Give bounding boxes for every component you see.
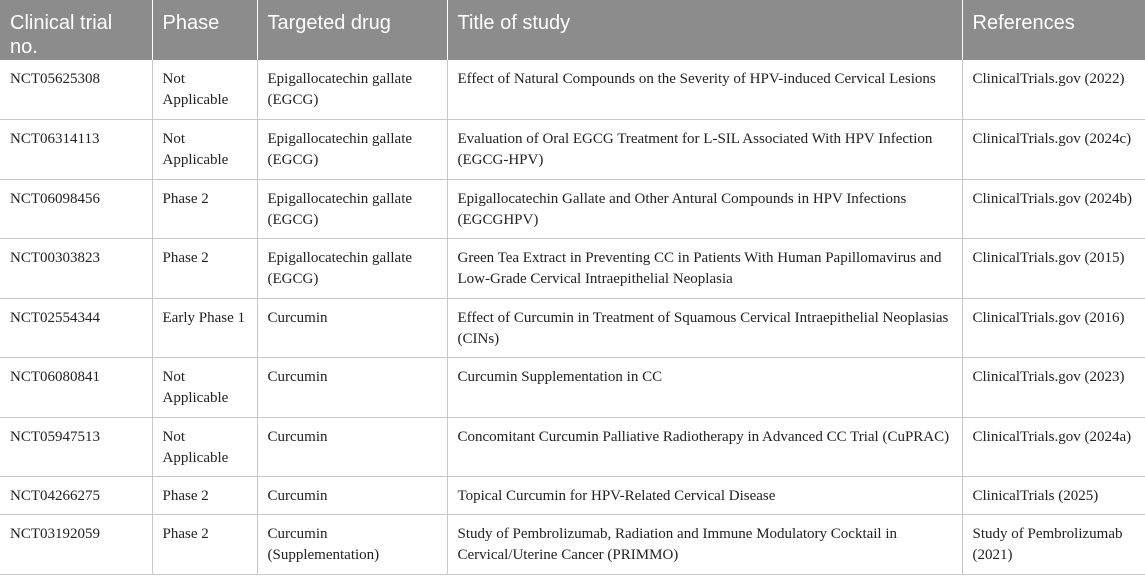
cell-drug: Epigallocatechin gallate (EGCG) xyxy=(257,120,447,180)
cell-title: Effect of Natural Compounds on the Severity of HPV-induced Cervical Lesions xyxy=(447,60,962,120)
cell-drug: Curcumin xyxy=(257,417,447,477)
cell-reference: ClinicalTrials.gov (2015) xyxy=(962,239,1145,299)
cell-title: Evaluation of Oral EGCG Treatment for L-SIL Associated With HPV Infection (EGCG-HPV) xyxy=(447,120,962,180)
table-row xyxy=(0,298,1145,358)
cell-drug: Curcumin (Supplementation) xyxy=(257,515,447,575)
cell-drug: Epigallocatechin gallate (EGCG) xyxy=(257,179,447,239)
cell-phase: Not Applicable xyxy=(152,417,257,477)
cell-reference: ClinicalTrials.gov (2022) xyxy=(962,60,1145,120)
cell-phase: Phase 2 xyxy=(152,179,257,239)
cell-reference: ClinicalTrials.gov (2024c) xyxy=(962,120,1145,180)
header-row xyxy=(0,0,1145,60)
cell-reference: ClinicalTrials (2025) xyxy=(962,477,1145,515)
cell-phase: Phase 2 xyxy=(152,515,257,575)
cell-title: Effect of Curcumin in Treatment of Squamous Cervical Intraepithelial Neoplasias (CINs) xyxy=(447,298,962,358)
cell-title: Topical Curcumin for HPV-Related Cervical Disease xyxy=(447,477,962,515)
cell-reference: ClinicalTrials.gov (2023) xyxy=(962,358,1145,418)
cell-title: Study of Pembrolizumab, Radiation and Immune Modulatory Cocktail in Cervical/Uterine Cancer (PRIMMO) xyxy=(447,515,962,575)
cell-phase: Early Phase 1 xyxy=(152,298,257,358)
cell-drug: Curcumin xyxy=(257,358,447,418)
cell-drug: Epigallocatechin gallate (EGCG) xyxy=(257,239,447,299)
cell-trial-no: NCT03192059 xyxy=(0,515,152,575)
table-row xyxy=(0,477,1145,515)
cell-drug: Curcumin xyxy=(257,298,447,358)
cell-trial-no: NCT06098456 xyxy=(0,179,152,239)
cell-reference: Study of Pembrolizumab (2021) xyxy=(962,515,1145,575)
cell-phase: Not Applicable xyxy=(152,60,257,120)
cell-trial-no: NCT05947513 xyxy=(0,417,152,477)
header-targeted-drug: Targeted drug xyxy=(257,0,447,60)
cell-title: Curcumin Supplementation in CC xyxy=(447,358,962,418)
cell-trial-no: NCT06314113 xyxy=(0,120,152,180)
header-references: References xyxy=(962,0,1145,60)
header-title: Title of study xyxy=(447,0,962,60)
cell-phase: Phase 2 xyxy=(152,477,257,515)
cell-title: Epigallocatechin Gallate and Other Antural Compounds in HPV Infections (EGCGHPV) xyxy=(447,179,962,239)
header-phase: Phase xyxy=(152,0,257,60)
table-body xyxy=(0,60,1145,574)
cell-phase: Not Applicable xyxy=(152,120,257,180)
cell-reference: ClinicalTrials.gov (2024a) xyxy=(962,417,1145,477)
table-row xyxy=(0,239,1145,299)
cell-phase: Phase 2 xyxy=(152,239,257,299)
table-row xyxy=(0,358,1145,418)
table-row xyxy=(0,60,1145,120)
cell-reference: ClinicalTrials.gov (2024b) xyxy=(962,179,1145,239)
cell-trial-no: NCT05625308 xyxy=(0,60,152,120)
table-row xyxy=(0,179,1145,239)
cell-trial-no: NCT06080841 xyxy=(0,358,152,418)
cell-title: Green Tea Extract in Preventing CC in Patients With Human Papillomavirus and Low-Grade Cervical Intraepithelial Neoplasia xyxy=(447,239,962,299)
table-row xyxy=(0,515,1145,575)
cell-phase: Not Applicable xyxy=(152,358,257,418)
header-trial-no: Clinical trial no. xyxy=(0,0,152,60)
cell-drug: Curcumin xyxy=(257,477,447,515)
cell-trial-no: NCT00303823 xyxy=(0,239,152,299)
cell-trial-no: NCT04266275 xyxy=(0,477,152,515)
cell-trial-no: NCT02554344 xyxy=(0,298,152,358)
cell-title: Concomitant Curcumin Palliative Radiotherapy in Advanced CC Trial (CuPRAC) xyxy=(447,417,962,477)
cell-reference: ClinicalTrials.gov (2016) xyxy=(962,298,1145,358)
table-row xyxy=(0,120,1145,180)
table-header xyxy=(0,0,1145,60)
cell-drug: Epigallocatechin gallate (EGCG) xyxy=(257,60,447,120)
table-row xyxy=(0,417,1145,477)
